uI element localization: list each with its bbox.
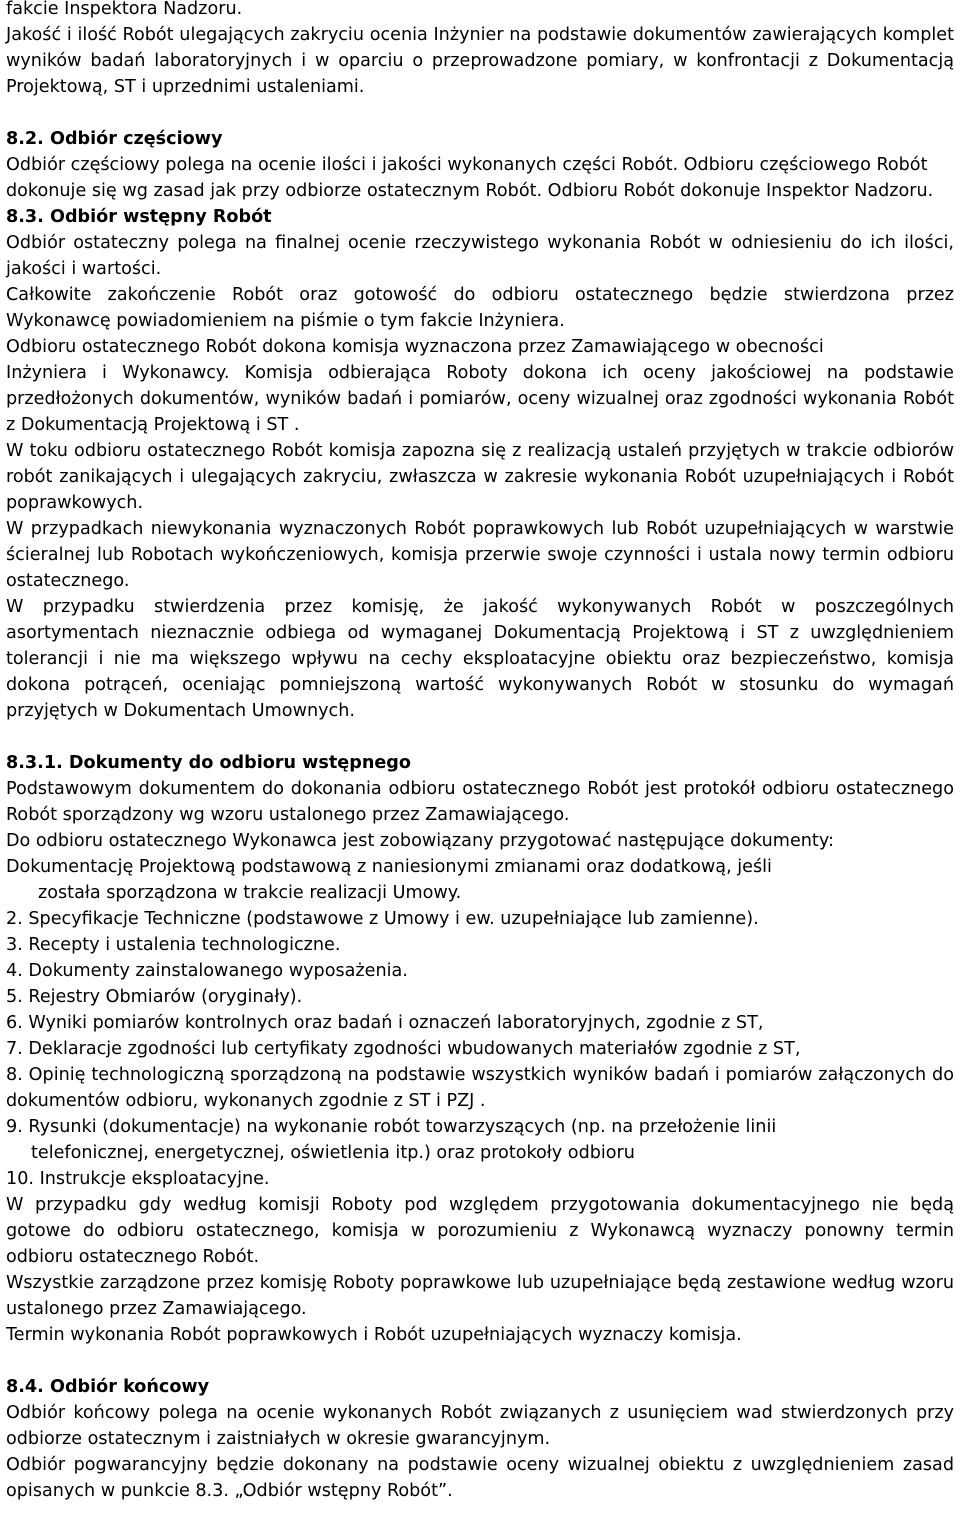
paragraph: Odbioru ostatecznego Robót dokona komisja wyznaczona przez Zamawiającego w obecności <box>6 337 824 357</box>
list-item: 7. Deklaracje zgodności lub certyfikaty zgodności wbudowanych materiałów zgodnie z ST, <box>6 1039 801 1059</box>
list-item: 2. Specyfikacje Techniczne (podstawowe z Umowy i ew. uzupełniające lub zamienne). <box>6 909 759 929</box>
paragraph: Podstawowym dokumentem do dokonania odbioru ostatecznego Robót jest protokół odbioru ostatecznego Robót sporządzony wg wzoru ustalonego przez Zamawiającego. <box>6 779 954 825</box>
list-item: 5. Rejestry Obmiarów (oryginały). <box>6 987 303 1007</box>
paragraph: Wszystkie zarządzone przez komisję Roboty poprawkowe lub uzupełniające będą zestawione według wzoru ustalonego przez Zamawiającego. <box>6 1273 954 1319</box>
list-item: Dokumentację Projektową podstawową z naniesionymi zmianami oraz dodatkową, jeśli <box>6 857 772 877</box>
spacer <box>6 100 954 126</box>
section-number: 8.3.1. <box>6 753 63 773</box>
paragraph: W przypadku gdy według komisji Roboty pod względem przygotowania dokumentacyjnego nie będą gotowe do odbioru ostatecznego, komisja w porozumieniu z Wykonawcą wyznaczy ponowny termin odbioru ostatecznego Robót. <box>6 1195 954 1267</box>
paragraph: Odbiór ostateczny polega na finalnej ocenie rzeczywistego wykonania Robót w odniesieniu do ich ilości, jakości i wartości. <box>6 233 954 279</box>
paragraph: Całkowite zakończenie Robót oraz gotowość do odbioru ostatecznego będzie stwierdzona przez Wykonawcę powiadomieniem na piśmie o tym fakcie Inżyniera. <box>6 285 954 331</box>
intro-paragraph: Jakość i ilość Robót ulegających zakryciu ocenia Inżynier na podstawie dokumentów zawierających komplet wyników badań laboratoryjnych i w oparciu o przeprowadzone pomiary, w konfrontacji z Dokumentacją Projektową, ST i uprzednimi ustaleniami. <box>6 25 954 97</box>
section-heading-8-3-1 <box>6 750 954 776</box>
section-title: Dokumenty do odbioru wstępnego <box>68 753 411 773</box>
paragraph: Do odbioru ostatecznego Wykonawca jest zobowiązany przygotować następujące dokumenty: <box>6 831 834 851</box>
list-item-continuation: została sporządzona w trakcie realizacji Umowy. <box>38 883 462 903</box>
section-number: 8.3. <box>6 207 44 227</box>
list-item: 6. Wyniki pomiarów kontrolnych oraz badań i oznaczeń laboratoryjnych, zgodnie z ST, <box>6 1013 764 1033</box>
section-number: 8.4. <box>6 1377 44 1397</box>
section-number: 8.2. <box>6 129 44 149</box>
list-item: 4. Dokumenty zainstalowanego wyposażenia. <box>6 961 408 981</box>
paragraph: Odbiór pogwarancyjny będzie dokonany na podstawie oceny wizualnej obiektu z uwzględnieniem zasad opisanych w punkcie 8.3. „Odbiór wstępny Robót”. <box>6 1455 954 1501</box>
list-item-continuation: telefonicznej, energetycznej, oświetlenia itp.) oraz protokoły odbioru <box>31 1143 635 1163</box>
list-item: 10. Instrukcje eksploatacyjne. <box>6 1169 270 1189</box>
paragraph: Inżyniera i Wykonawcy. Komisja odbierająca Roboty dokona ich oceny jakościowej na podstawie przedłożonych dokumentów, wyników badań i pomiarów, oceny wizualnej oraz zgodności wykonania Robót z Dokumentacją Projektową i ST . <box>6 363 954 435</box>
paragraph: W przypadkach niewykonania wyznaczonych Robót poprawkowych lub Robót uzupełniających w warstwie ścieralnej lub Robotach wykończeniowych, komisja przerwie swoje czynności i ustala nowy termin odbioru ostatecznego. <box>6 519 954 591</box>
paragraph: W przypadku stwierdzenia przez komisję, że jakość wykonywanych Robót w poszczególnych asortymentach nieznacznie odbiega od wymaganej Dokumentacją Projektową i ST z uwzględnieniem tolerancji i nie ma większego wpływu na cechy eksploatacyjne obiektu oraz bezpieczeństwo, komisja dokona potrąceń, oceniając pomniejszoną wartość wykonywanych Robót w stosunku do wymagań przyjętych w Dokumentach Umownych. <box>6 597 954 721</box>
paragraph: Termin wykonania Robót poprawkowych i Robót uzupełniających wyznaczy komisja. <box>6 1325 742 1345</box>
spacer <box>6 724 954 750</box>
section-title: Odbiór wstępny Robót <box>50 207 272 227</box>
section-heading-8-4 <box>6 1374 954 1400</box>
spacer <box>6 1348 954 1374</box>
section-heading-8-2 <box>6 126 954 152</box>
list-item: 3. Recepty i ustalenia technologiczne. <box>6 935 341 955</box>
list-item: 8. Opinię technologiczną sporządzoną na podstawie wszystkich wyników badań i pomiarów załączonych do dokumentów odbioru, wykonanych zgodnie z ST i PZJ . <box>6 1065 954 1111</box>
paragraph: Odbiór końcowy polega na ocenie wykonanych Robót związanych z usunięciem wad stwierdzonych przy odbiorze ostatecznym i zaistniałych w okresie gwarancyjnym. <box>6 1403 954 1449</box>
section-title: Odbiór końcowy <box>50 1377 210 1397</box>
intro-line: fakcie Inspektora Nadzoru. <box>6 0 243 19</box>
list-item: 9. Rysunki (dokumentacje) na wykonanie robót towarzyszących (np. na przełożenie linii <box>6 1117 777 1137</box>
section-heading-8-3 <box>6 204 954 230</box>
section-title: Odbiór częściowy <box>50 129 223 149</box>
paragraph: W toku odbioru ostatecznego Robót komisja zapozna się z realizacją ustaleń przyjętych w trakcie odbiorów robót zanikających i ulegających zakryciu, zwłaszcza w zakresie wykonania Robót uzupełniających i Robót poprawkowych. <box>6 441 954 513</box>
paragraph: Odbiór częściowy polega na ocenie ilości i jakości wykonanych części Robót. Odbioru częściowego Robót dokonuje się wg zasad jak przy odbiorze ostatecznym Robót. Odbioru Robót dokonuje Inspektor Nadzoru. <box>6 155 934 201</box>
